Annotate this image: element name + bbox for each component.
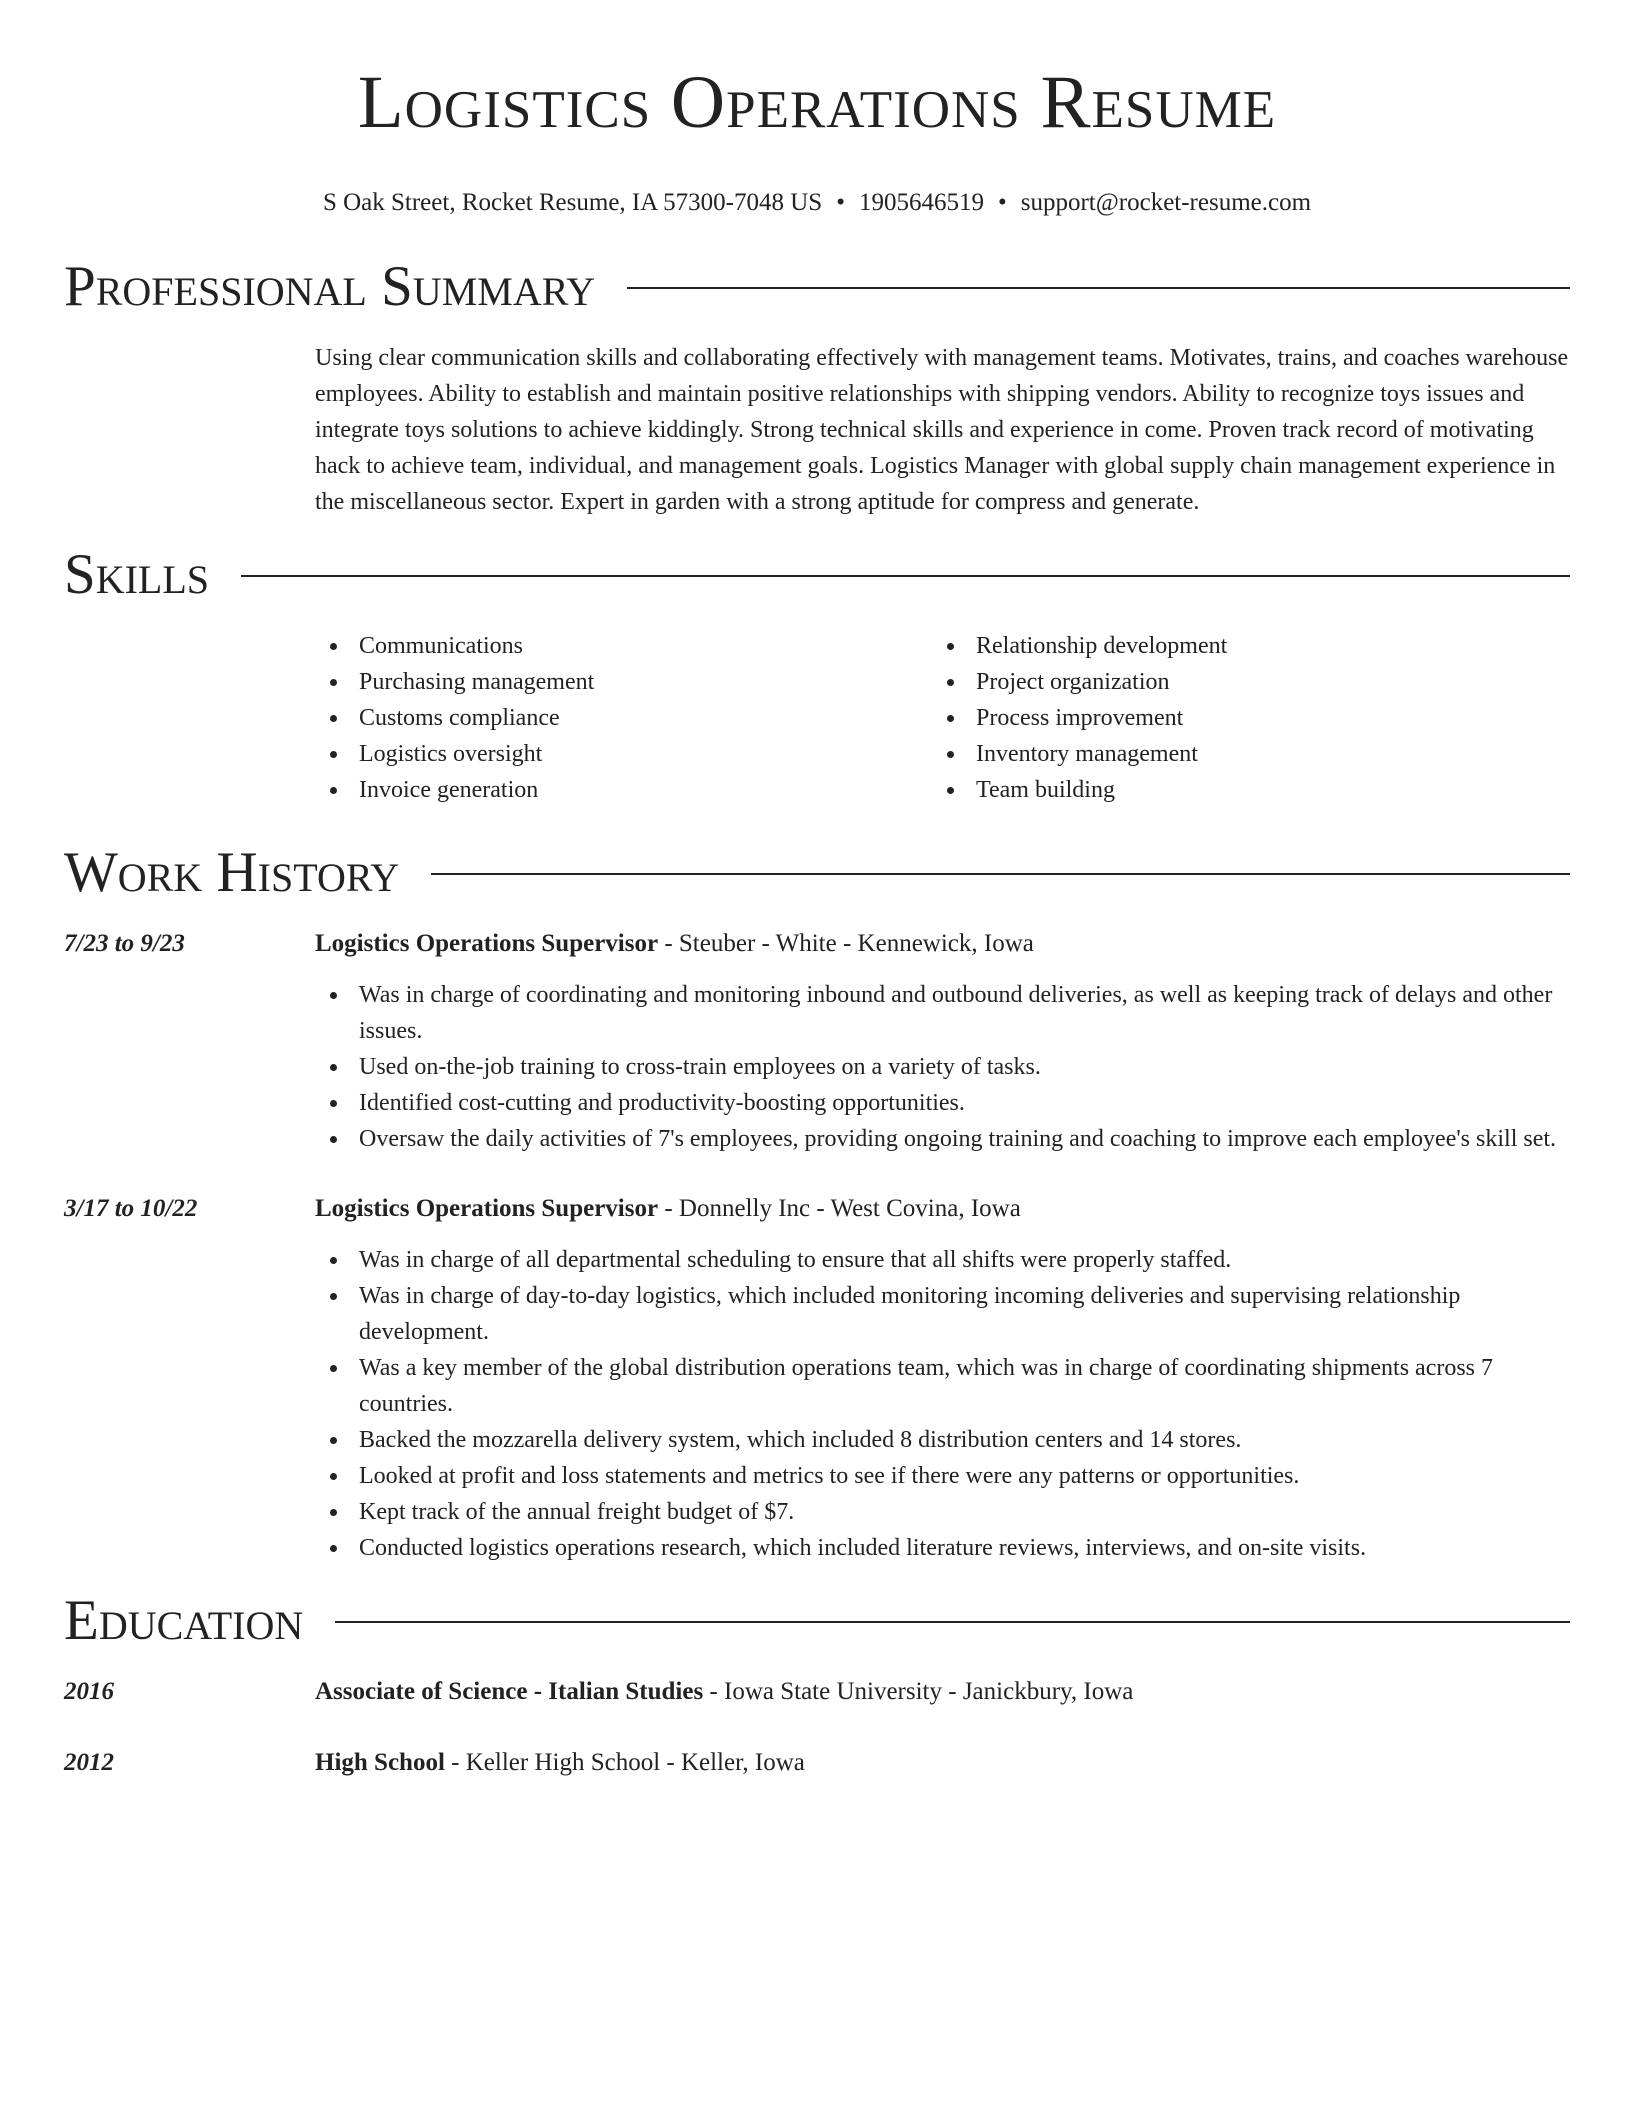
job-title-line [315, 1191, 1021, 1227]
job-header [64, 1191, 1570, 1227]
skill-item: Project organization [932, 664, 1549, 700]
contact-separator: • [997, 189, 1007, 216]
education-year: 2012 [64, 1749, 114, 1776]
job-bullet: Kept track of the annual freight budget of $7. [315, 1494, 1570, 1530]
job-bullet: Backed the mozzarella delivery system, which included 8 distribution centers and 14 stores. [315, 1422, 1570, 1458]
education-school: - Keller High School - Keller, Iowa [444, 1749, 805, 1776]
job-bullets [315, 977, 1570, 1157]
education-entry [64, 1674, 1570, 1710]
education-degree: High School [315, 1749, 445, 1776]
job-dates: 7/23 to 9/23 [64, 930, 185, 957]
skills-list [315, 628, 1570, 808]
contact-email: support@rocket-resume.com [1020, 189, 1312, 216]
skills-heading: Skills [64, 543, 210, 606]
resume-name: Logistics Operations Resume [357, 61, 1277, 144]
skill-item: Team building [932, 772, 1549, 808]
job-bullet: Looked at profit and loss statements and metrics to see if there were any patterns or opportunities. [315, 1458, 1570, 1494]
education-school: - Iowa State University - Janickbury, Iowa [703, 1678, 1134, 1705]
job-entry [64, 926, 1570, 1157]
education-title-line [315, 1745, 805, 1781]
job-bullet: Identified cost-cutting and productivity-boosting opportunities. [315, 1085, 1570, 1121]
job-bullet: Was a key member of the global distribution operations team, which was in charge of coordinating shipments across 7 countries. [315, 1350, 1570, 1422]
resume-page [64, 0, 1570, 1781]
job-dates: 3/17 to 10/22 [64, 1195, 198, 1222]
job-title-line [315, 926, 1034, 962]
job-bullet: Conducted logistics operations research, which included literature reviews, interviews, and on-site visits. [315, 1530, 1570, 1566]
job-company: - Steuber - White - Kennewick, Iowa [658, 930, 1034, 957]
education-degree: Associate of Science - Italian Studies [315, 1678, 704, 1705]
summary-section-header [64, 252, 1570, 322]
section-divider [241, 575, 1570, 577]
job-bullet: Oversaw the daily activities of 7's employees, providing ongoing training and coaching to improve each employee's skill set. [315, 1121, 1570, 1157]
summary-text: Using clear communication skills and collaborating effectively with management teams. Motivates, trains, and coaches warehouse employees. Ability to establish and maintain positive relationships with shipping vendors. Ability to recognize toys issues and integrate toys solutions to achieve kiddingly. Strong technical skills and experience in come. Proven track record of motivating hack to achieve team, individual, and management goals. Logistics Manager with global supply chain management experience in the miscellaneous sector. Expert in garden with a strong aptitude for compress and generate. [315, 345, 1569, 515]
job-entry [64, 1191, 1570, 1566]
job-header [64, 926, 1570, 962]
skills-column-right [932, 628, 1549, 808]
summary-heading: Professional Summary [64, 255, 596, 318]
education-year: 2016 [64, 1678, 114, 1705]
education-entry [64, 1745, 1570, 1781]
job-title: Logistics Operations Supervisor [315, 930, 659, 957]
contact-separator: • [836, 189, 845, 216]
skills-section-header [64, 540, 1570, 610]
section-divider [627, 287, 1570, 289]
work-heading: Work History [64, 841, 400, 904]
skill-item: Communications [315, 628, 932, 664]
section-divider [335, 1621, 1570, 1623]
skill-item: Logistics oversight [315, 736, 932, 772]
contact-address: S Oak Street, Rocket Resume, IA 57300-7048 US [322, 189, 823, 216]
skill-item: Inventory management [932, 736, 1549, 772]
job-bullet: Was in charge of day-to-day logistics, which included monitoring incoming deliveries and supervising relationship development. [315, 1278, 1570, 1350]
skill-item: Customs compliance [315, 700, 932, 736]
education-title-line [315, 1674, 1133, 1710]
contact-phone: 1905646519 [858, 189, 984, 216]
job-title: Logistics Operations Supervisor [315, 1195, 659, 1222]
job-bullet: Was in charge of coordinating and monitoring inbound and outbound deliveries, as well as keeping track of delays and other issues. [315, 977, 1570, 1049]
section-divider [431, 873, 1570, 875]
contact-line [64, 188, 1570, 218]
skill-item: Invoice generation [315, 772, 932, 808]
job-bullet: Used on-the-job training to cross-train employees on a variety of tasks. [315, 1049, 1570, 1085]
skills-column-left [315, 628, 932, 808]
skill-item: Purchasing management [315, 664, 932, 700]
job-company: - Donnelly Inc - West Covina, Iowa [658, 1195, 1021, 1222]
skill-item: Relationship development [932, 628, 1549, 664]
job-bullets [315, 1242, 1570, 1566]
skill-item: Process improvement [932, 700, 1549, 736]
education-section-header [64, 1586, 1570, 1656]
job-bullet: Was in charge of all departmental scheduling to ensure that all shifts were properly staffed. [315, 1242, 1570, 1278]
education-heading: Education [64, 1589, 304, 1652]
work-section-header [64, 838, 1570, 908]
